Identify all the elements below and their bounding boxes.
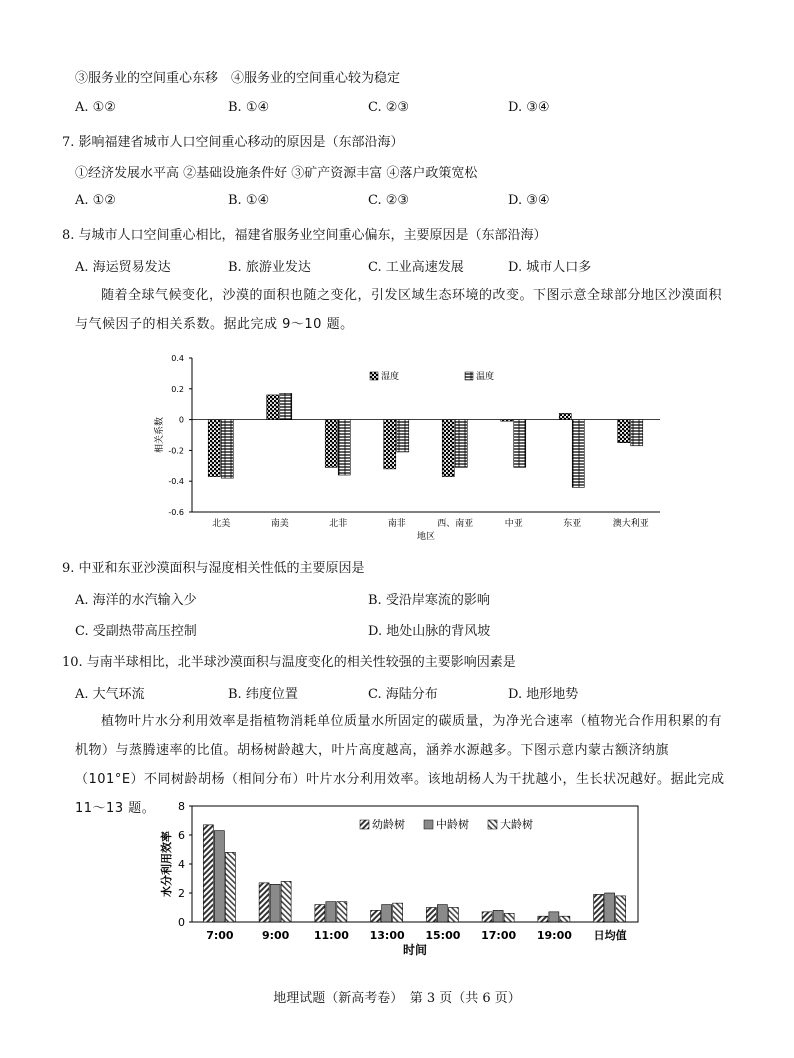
q10-option-c[interactable]: C. 海陆分布: [368, 687, 438, 702]
chart2-legend-label: 幼龄树: [372, 818, 405, 831]
chart2-bar: [203, 825, 213, 922]
q7-statements: ①经济发展水平高 ②基础设施条件好 ③矿产资源丰富 ④落户政策宽松: [75, 166, 478, 181]
chart1-bar: [208, 420, 220, 477]
chart1-bar: [572, 420, 584, 488]
chart2-bar: [270, 884, 280, 922]
chart2-bar: [281, 881, 291, 922]
chart1-bar: [221, 420, 233, 479]
q8-options: [0, 256, 794, 276]
chart1-bar: [514, 420, 526, 468]
q7-option-b[interactable]: B. ①④: [228, 193, 270, 208]
q9-option-d[interactable]: D. 地处山脉的背风坡: [368, 624, 491, 639]
chart2-bar: [560, 916, 570, 922]
q8-option-b[interactable]: B. 旅游业发达: [228, 260, 311, 275]
chart2-legend-swatch: [424, 820, 433, 829]
q10-stem: 10. 与南半球相比，北半球沙漠面积与温度变化的相关性较强的主要影响因素是: [62, 655, 516, 670]
chart1-x-axis-label: 地区: [416, 532, 436, 542]
chart1-x-tick-label: 北非: [329, 519, 348, 529]
chart2-x-tick-label: 15:00: [425, 929, 461, 942]
chart2-bar: [259, 883, 269, 922]
chart2-y-tick-label: 2: [178, 887, 185, 900]
chart2-bar: [549, 912, 559, 922]
chart2-legend-label: 中龄树: [436, 818, 469, 831]
chart2-x-tick-label: 日均值: [593, 929, 627, 942]
chart2-bar: [382, 905, 392, 922]
chart1-x-tick-label: 南非: [387, 519, 406, 529]
chart1-bar: [618, 420, 630, 443]
chart2-bar: [315, 905, 325, 922]
chart1-y-tick-label: 0.4: [171, 354, 184, 363]
chart1-bar: [455, 420, 467, 468]
q9-option-a[interactable]: A. 海洋的水汽输入少: [75, 593, 197, 608]
chart1-bar: [559, 413, 571, 419]
q7-option-a[interactable]: A. ①②: [75, 193, 116, 208]
q6-option-c[interactable]: C. ②③: [368, 100, 410, 115]
chart2-bar: [337, 902, 347, 922]
q9-stem: 9. 中亚和东亚沙漠面积与湿度相关性低的主要原因是: [62, 561, 365, 576]
chart2-bar: [448, 908, 458, 923]
chart2-x-tick-label: 9:00: [261, 929, 290, 942]
chart2-svg: [160, 798, 660, 968]
chart1-legend-label: 温度: [476, 372, 495, 382]
chart2-y-tick-label: 8: [178, 800, 185, 813]
chart1-bar: [442, 420, 454, 477]
q6-options: [0, 100, 794, 120]
chart2-bar: [225, 852, 235, 922]
q6-statements: ③服务业的空间重心东移 ④服务业的空间重心较为稳定: [75, 71, 401, 86]
chart-desert-correlation: [150, 348, 670, 552]
chart1-y-tick-label: -0.6: [168, 508, 184, 517]
chart1-x-tick-label: 东亚: [563, 519, 582, 529]
chart1-bar: [384, 420, 396, 469]
chart2-x-axis-label: 时间: [402, 943, 428, 957]
chart1-legend-label: 湿度: [381, 372, 400, 382]
chart2-bar: [426, 908, 436, 923]
chart2-y-tick-label: 4: [178, 858, 185, 871]
chart1-bar: [397, 420, 409, 452]
chart1-bar: [267, 395, 279, 420]
chart2-legend-swatch: [360, 820, 369, 829]
chart1-x-tick-label: 北美: [212, 519, 231, 529]
chart1-y-tick-label: -0.2: [168, 446, 184, 456]
chart1-legend-swatch: [370, 372, 378, 380]
chart1-y-tick-label: 0: [178, 415, 184, 425]
intro-9-10: 随着全球气候变化，沙漠的面积也随之变化，引发区域生态环境的改变。下图示意全球部分地区沙漠面积与气候因子的相关系数。据此完成 9～10 题。: [75, 288, 723, 332]
q10-option-b[interactable]: B. 纬度位置: [228, 687, 298, 702]
chart2-bar: [594, 894, 604, 922]
intro-11-13: 植物叶片水分利用效率是指植物消耗单位质量水所固定的碳质量，为净光合速率（植物光合作用积累的有机物）与蒸腾速率的比值。胡杨树龄越大，叶片高度越高，涵养水源越多。下图示意内蒙古额济纳旗（101°E）不同树龄胡杨（相间分布）叶片水分利用效率。该地胡杨人为干扰越小，生长状况越好。据此完成 11～13 题。: [75, 714, 725, 816]
chart1-svg: [150, 348, 670, 548]
q6-option-a[interactable]: A. ①②: [75, 100, 116, 115]
chart2-bar: [326, 902, 336, 922]
q9-option-c[interactable]: C. 受副热带高压控制: [75, 624, 197, 639]
chart1-legend-swatch: [465, 372, 473, 380]
chart1-y-axis-label: 相关系数: [155, 416, 165, 454]
chart1-bar: [280, 393, 292, 419]
chart1-bar: [338, 420, 350, 475]
q9-options-row1: [0, 589, 794, 609]
chart1-x-tick-label: 西、南亚: [437, 519, 474, 529]
chart2-bar: [493, 910, 503, 922]
chart1-x-tick-label: 澳大利亚: [612, 519, 649, 529]
chart2-bar: [437, 905, 447, 922]
chart1-bar: [325, 420, 337, 468]
chart-water-use-efficiency: [160, 798, 660, 972]
q9-option-b[interactable]: B. 受沿岸寒流的影响: [368, 593, 490, 608]
chart1-x-tick-label: 中亚: [504, 519, 523, 529]
chart1-x-tick-label: 南美: [270, 519, 289, 529]
chart2-bar: [616, 896, 626, 922]
q7-option-d[interactable]: D. ③④: [508, 193, 550, 208]
chart2-bar: [504, 913, 514, 922]
q7-stem: 7. 影响福建省城市人口空间重心移动的原因是（东部沿海）: [62, 135, 404, 150]
chart2-x-tick-label: 11:00: [313, 929, 349, 942]
chart1-y-tick-label: 0.2: [171, 384, 184, 394]
chart2-bar: [214, 831, 224, 922]
q10-options: [0, 683, 794, 703]
chart2-x-tick-label: 13:00: [369, 929, 405, 942]
chart2-y-axis-label: 水分利用效率: [160, 831, 173, 897]
q8-option-c[interactable]: C. 工业高速发展: [368, 260, 464, 275]
chart2-bar: [482, 912, 492, 922]
q8-option-a[interactable]: A. 海运贸易发达: [75, 260, 171, 275]
chart2-x-tick-label: 17:00: [481, 929, 517, 942]
q8-option-d[interactable]: D. 城市人口多: [508, 260, 592, 275]
chart2-x-tick-label: 7:00: [206, 929, 234, 942]
chart2-bar: [538, 916, 548, 922]
chart2-x-tick-label: 19:00: [536, 929, 572, 942]
chart2-bar: [371, 910, 381, 922]
chart2-bar: [393, 903, 403, 922]
page-footer: 地理试题（新高考卷） 第 3 页（共 6 页）: [273, 991, 521, 1006]
chart1-y-tick-label: -0.4: [168, 477, 184, 487]
chart1-bar: [501, 420, 513, 422]
chart2-legend-swatch: [488, 820, 497, 829]
q10-option-a[interactable]: A. 大气环流: [75, 687, 145, 702]
q8-stem: 8. 与城市人口空间重心相比，福建省服务业空间重心偏东，主要原因是（东部沿海）: [62, 228, 547, 243]
q7-option-c[interactable]: C. ②③: [368, 193, 410, 208]
chart1-bar: [631, 420, 643, 446]
q6-option-d[interactable]: D. ③④: [508, 100, 550, 115]
q6-option-b[interactable]: B. ①④: [228, 100, 270, 115]
q7-options: [0, 193, 794, 213]
chart2-y-tick-label: 6: [178, 829, 185, 842]
chart2-legend-label: 大龄树: [500, 818, 533, 831]
q10-option-d[interactable]: D. 地形地势: [508, 687, 579, 702]
chart2-y-tick-label: 0: [178, 916, 185, 929]
chart2-bar: [605, 893, 615, 922]
q9-options-row2: [0, 620, 794, 640]
